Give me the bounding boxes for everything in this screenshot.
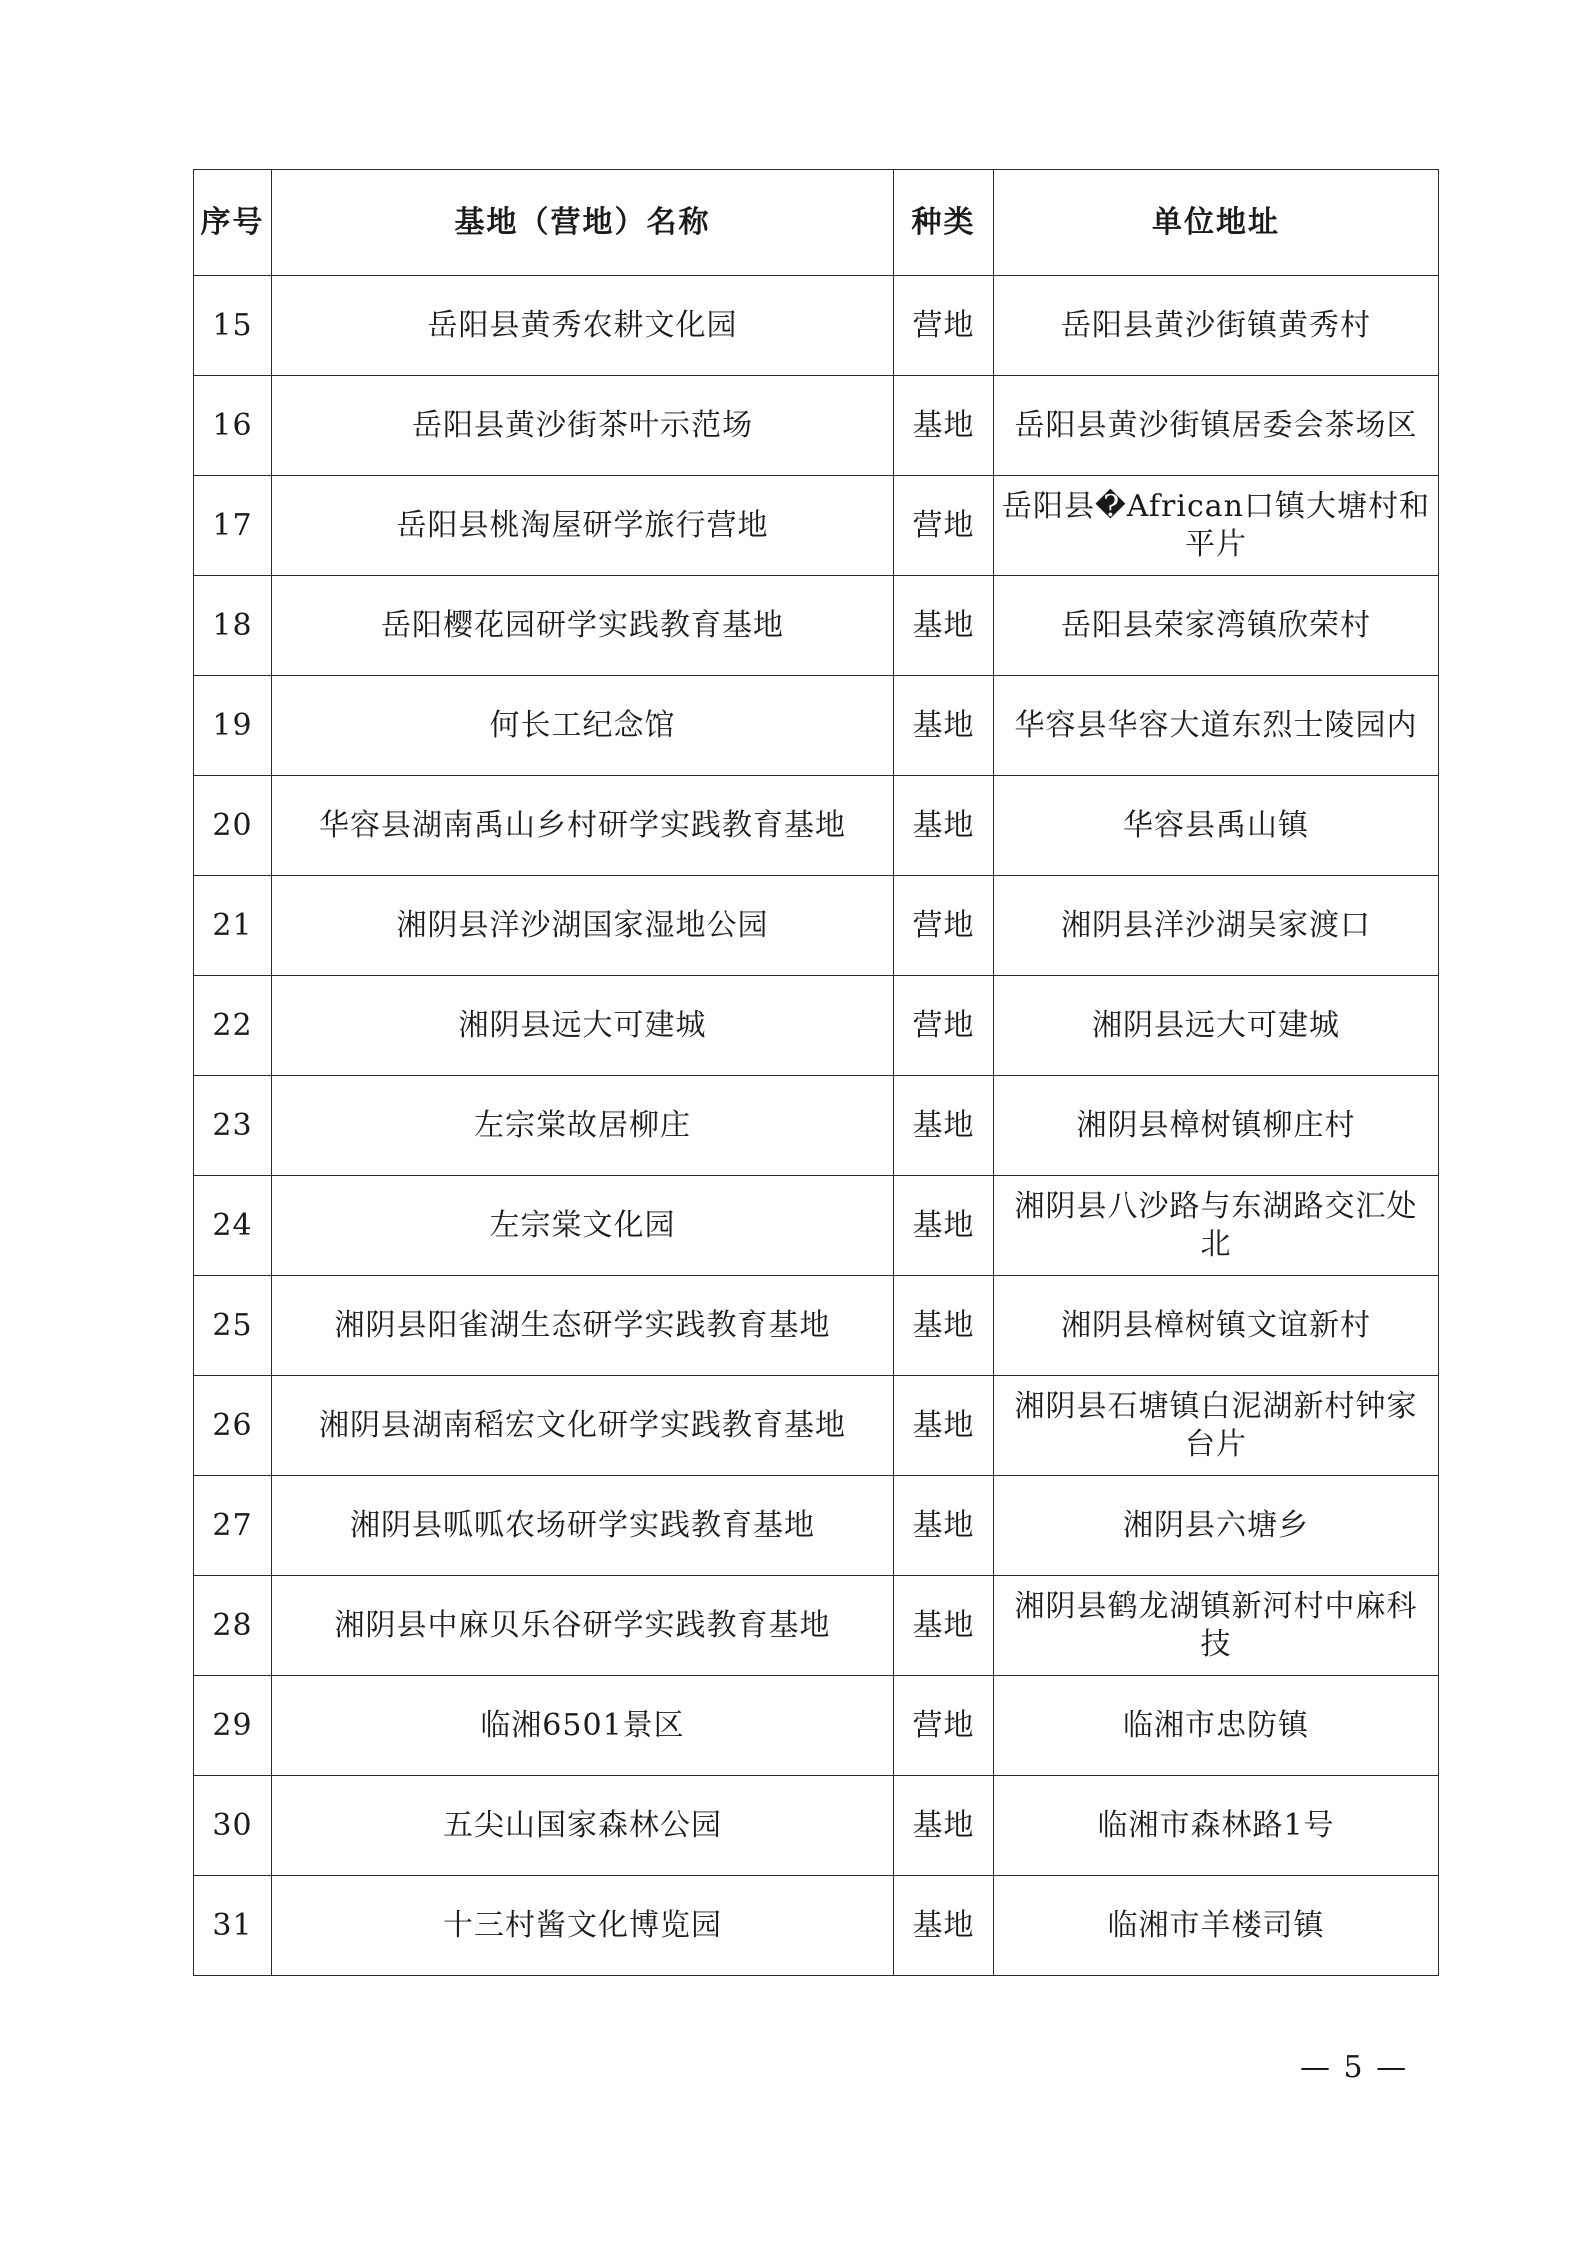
cell-base-name: 湘阴县阳雀湖生态研学实践教育基地: [272, 1276, 894, 1376]
header-address: 单位地址: [994, 170, 1439, 276]
table-row: [194, 376, 1439, 476]
cell-category: 基地: [894, 576, 994, 676]
cell-category: 基地: [894, 376, 994, 476]
cell-address: 湘阴县鹤龙湖镇新河村中麻科技: [994, 1576, 1439, 1676]
cell-serial-number: 24: [194, 1176, 272, 1276]
table-row: [194, 1676, 1439, 1776]
cell-category: 营地: [894, 876, 994, 976]
cell-base-name: 左宗棠文化园: [272, 1176, 894, 1276]
cell-address: 岳阳县黄沙街镇居委会茶场区: [994, 376, 1439, 476]
cell-category: 营地: [894, 976, 994, 1076]
header-base-name: 基地（营地）名称: [272, 170, 894, 276]
cell-serial-number: 27: [194, 1476, 272, 1576]
cell-category: 基地: [894, 1576, 994, 1676]
cell-serial-number: 31: [194, 1876, 272, 1976]
cell-category: 基地: [894, 1476, 994, 1576]
cell-address: 湘阴县六塘乡: [994, 1476, 1439, 1576]
cell-address: 临湘市忠防镇: [994, 1676, 1439, 1776]
table-row: [194, 1076, 1439, 1176]
cell-serial-number: 17: [194, 476, 272, 576]
table-row: [194, 476, 1439, 576]
cell-address: 湘阴县洋沙湖吴家渡口: [994, 876, 1439, 976]
cell-address: 湘阴县樟树镇文谊新村: [994, 1276, 1439, 1376]
cell-category: 基地: [894, 676, 994, 776]
table-row: [194, 676, 1439, 776]
cell-serial-number: 28: [194, 1576, 272, 1676]
cell-base-name: 湘阴县湖南稻宏文化研学实践教育基地: [272, 1376, 894, 1476]
cell-category: 基地: [894, 1376, 994, 1476]
cell-base-name: 何长工纪念馆: [272, 676, 894, 776]
cell-base-name: 临湘6501景区: [272, 1676, 894, 1776]
cell-address: 岳阳县�African口镇大塘村和平片: [994, 476, 1439, 576]
cell-address: 湘阴县八沙路与东湖路交汇处北: [994, 1176, 1439, 1276]
cell-serial-number: 20: [194, 776, 272, 876]
cell-base-name: 湘阴县中麻贝乐谷研学实践教育基地: [272, 1576, 894, 1676]
table-row: [194, 1476, 1439, 1576]
cell-address: 湘阴县石塘镇白泥湖新村钟家台片: [994, 1376, 1439, 1476]
cell-category: 基地: [894, 1776, 994, 1876]
table-row: [194, 1376, 1439, 1476]
table-row: [194, 576, 1439, 676]
cell-address: 临湘市森林路1号: [994, 1776, 1439, 1876]
cell-address: 华容县禹山镇: [994, 776, 1439, 876]
cell-base-name: 湘阴县洋沙湖国家湿地公园: [272, 876, 894, 976]
cell-base-name: 湘阴县呱呱农场研学实践教育基地: [272, 1476, 894, 1576]
cell-base-name: 岳阳县黄沙街茶叶示范场: [272, 376, 894, 476]
cell-address: 临湘市羊楼司镇: [994, 1876, 1439, 1976]
table-row: [194, 1876, 1439, 1976]
cell-serial-number: 30: [194, 1776, 272, 1876]
table-row: [194, 876, 1439, 976]
cell-address: 湘阴县樟树镇柳庄村: [994, 1076, 1439, 1176]
table-row: [194, 976, 1439, 1076]
cell-address: 岳阳县黄沙街镇黄秀村: [994, 276, 1439, 376]
cell-category: 营地: [894, 1676, 994, 1776]
cell-serial-number: 26: [194, 1376, 272, 1476]
cell-base-name: 十三村酱文化博览园: [272, 1876, 894, 1976]
cell-serial-number: 25: [194, 1276, 272, 1376]
cell-base-name: 华容县湖南禹山乡村研学实践教育基地: [272, 776, 894, 876]
table-row: [194, 1776, 1439, 1876]
table-row: [194, 276, 1439, 376]
cell-address: 湘阴县远大可建城: [994, 976, 1439, 1076]
cell-serial-number: 16: [194, 376, 272, 476]
cell-category: 基地: [894, 776, 994, 876]
cell-base-name: 岳阳樱花园研学实践教育基地: [272, 576, 894, 676]
table-row: [194, 1276, 1439, 1376]
cell-serial-number: 19: [194, 676, 272, 776]
cell-category: 营地: [894, 476, 994, 576]
cell-category: 基地: [894, 1876, 994, 1976]
cell-base-name: 岳阳县桃淘屋研学旅行营地: [272, 476, 894, 576]
cell-serial-number: 21: [194, 876, 272, 976]
cell-category: 基地: [894, 1176, 994, 1276]
cell-serial-number: 29: [194, 1676, 272, 1776]
cell-base-name: 湘阴县远大可建城: [272, 976, 894, 1076]
cell-category: 营地: [894, 276, 994, 376]
cell-serial-number: 22: [194, 976, 272, 1076]
cell-category: 基地: [894, 1276, 994, 1376]
header-serial-number: 序号: [194, 170, 272, 276]
cell-serial-number: 23: [194, 1076, 272, 1176]
cell-base-name: 五尖山国家森林公园: [272, 1776, 894, 1876]
table-row: [194, 1176, 1439, 1276]
cell-address: 华容县华容大道东烈士陵园内: [994, 676, 1439, 776]
page-number: — 5 —: [1300, 2050, 1409, 2085]
table-row: [194, 776, 1439, 876]
table-header-row: [194, 170, 1439, 276]
cell-serial-number: 18: [194, 576, 272, 676]
cell-base-name: 岳阳县黄秀农耕文化园: [272, 276, 894, 376]
base-list-table: [193, 169, 1439, 1976]
cell-serial-number: 15: [194, 276, 272, 376]
cell-base-name: 左宗棠故居柳庄: [272, 1076, 894, 1176]
cell-category: 基地: [894, 1076, 994, 1176]
header-category: 种类: [894, 170, 994, 276]
cell-address: 岳阳县荣家湾镇欣荣村: [994, 576, 1439, 676]
table-row: [194, 1576, 1439, 1676]
